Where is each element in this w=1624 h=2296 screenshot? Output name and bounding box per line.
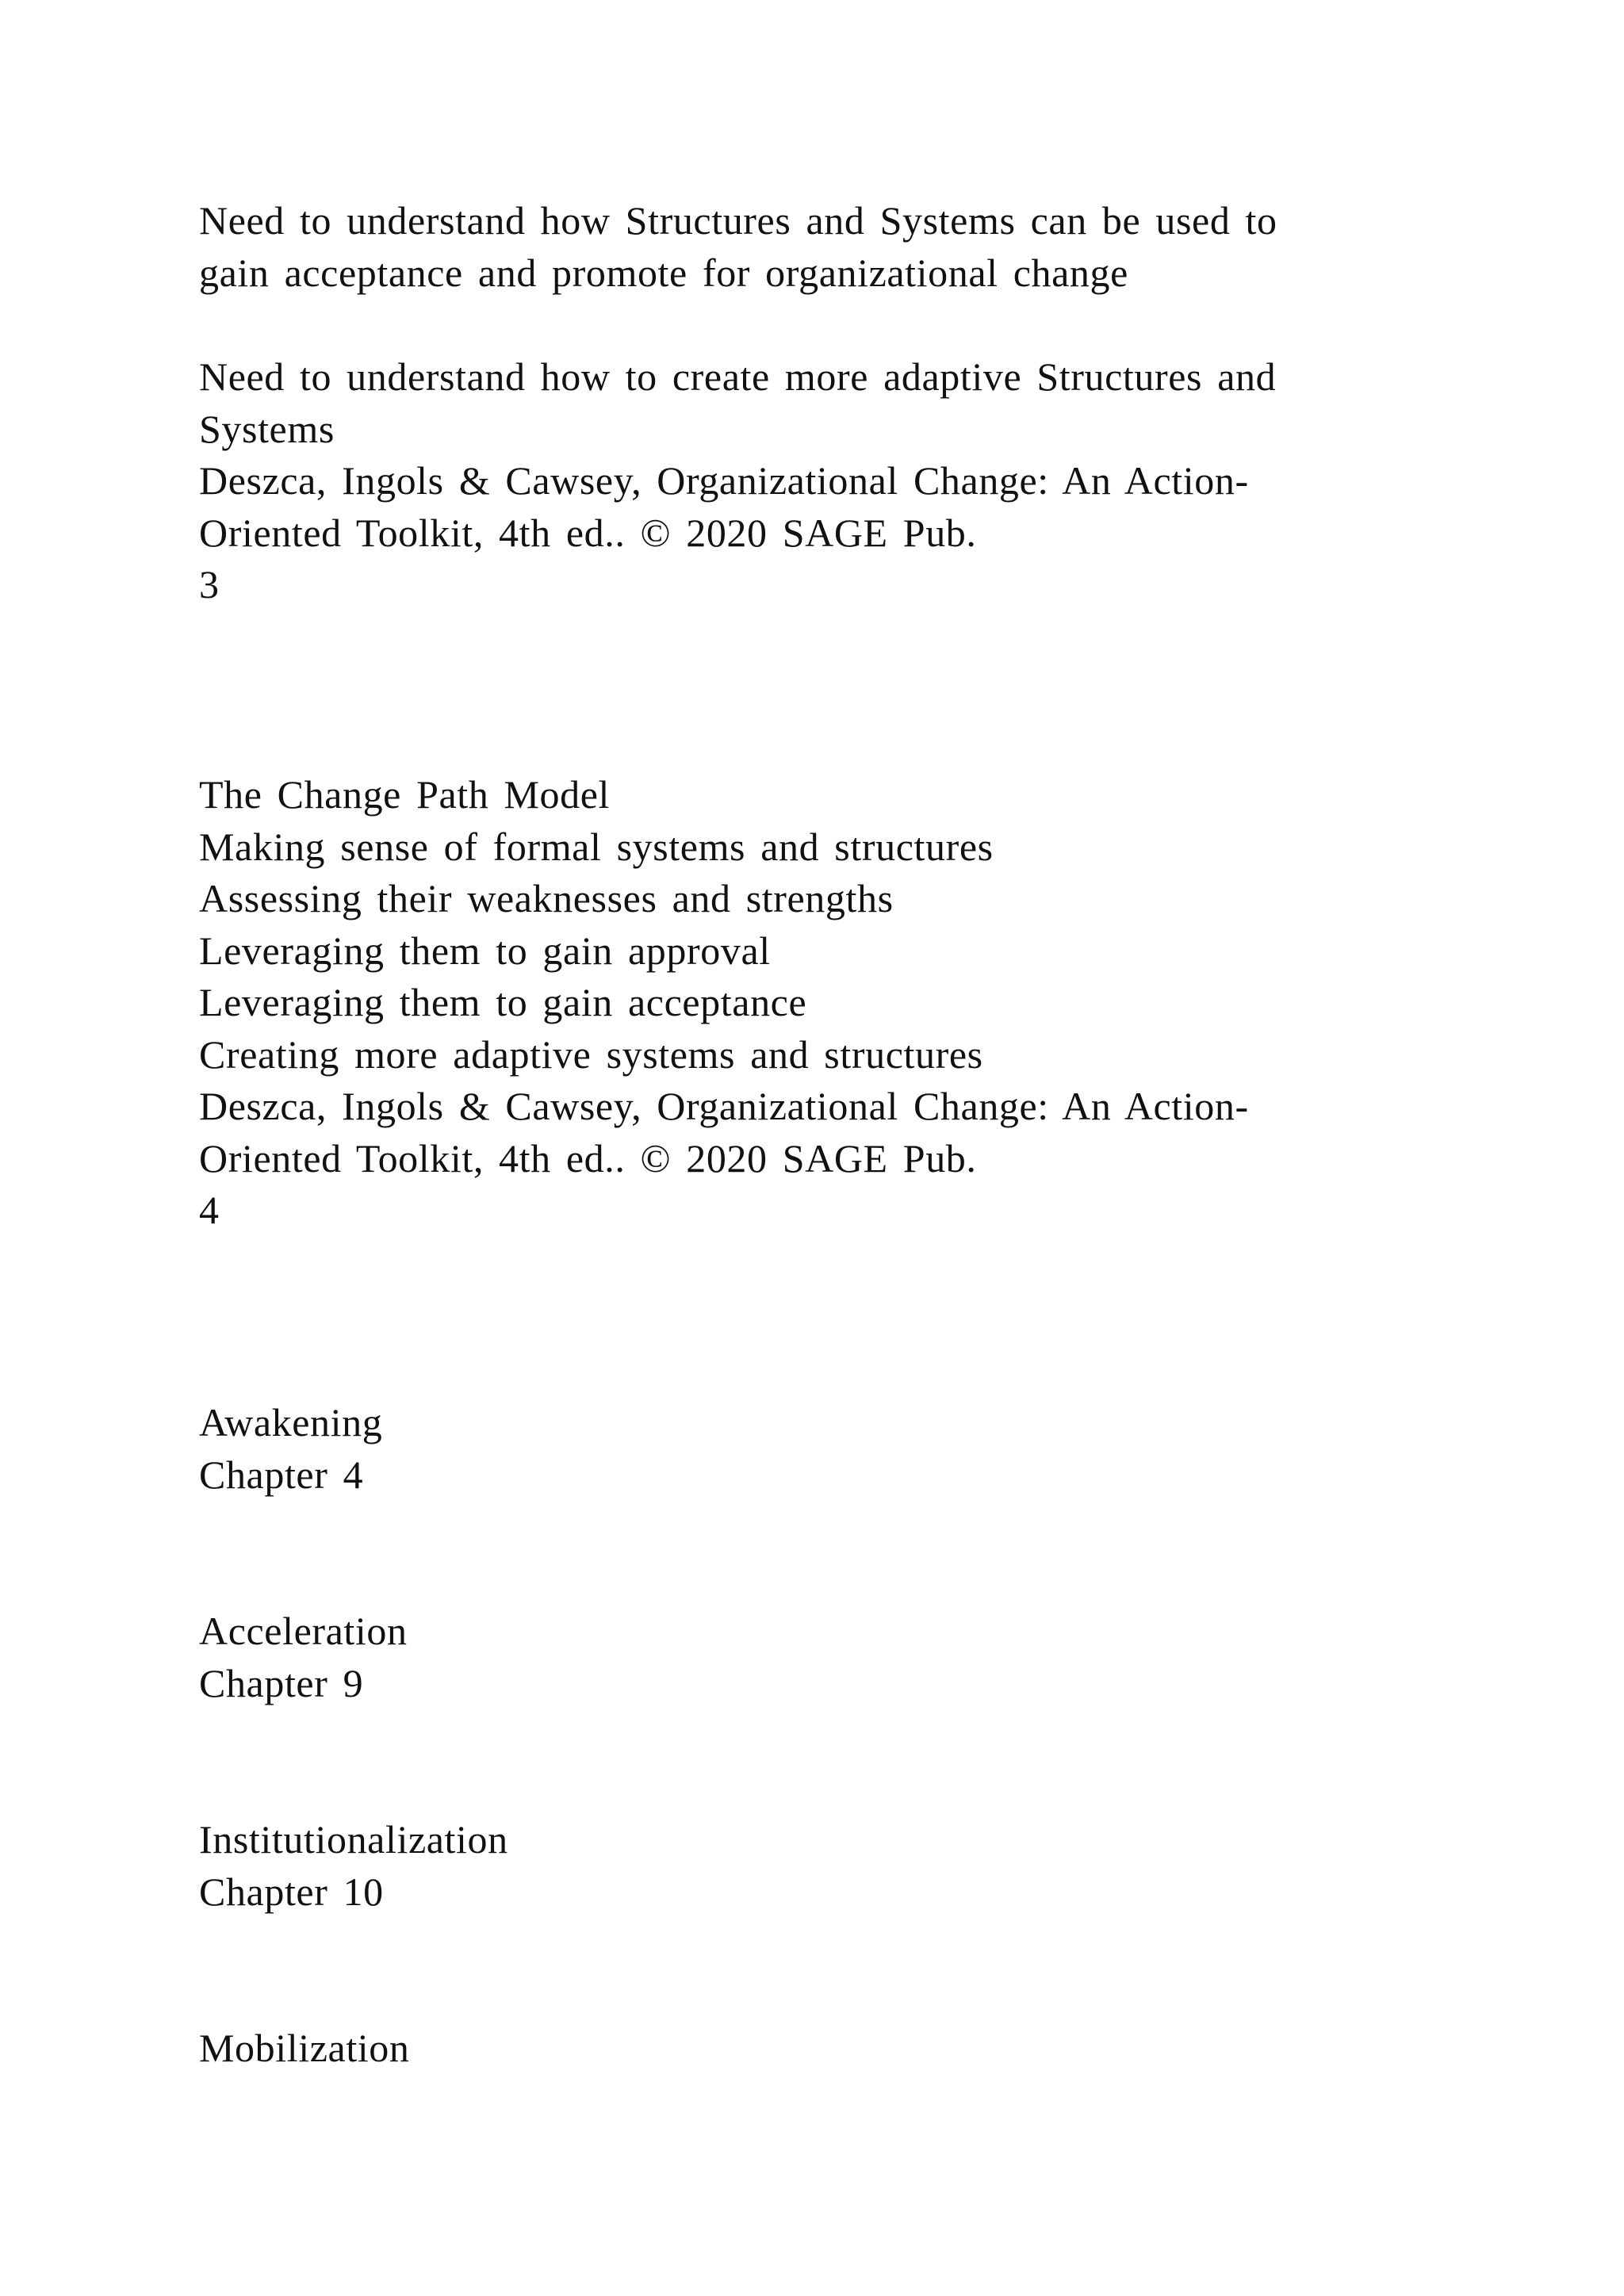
citation-line: Oriented Toolkit, 4th ed.. © 2020 SAGE Pub. [199,510,977,555]
citation-line: Deszca, Ingols & Cawsey, Organizational Change: An Action- [199,458,1249,503]
chapter-label: Chapter 10 [199,1869,384,1914]
citation-line: Oriented Toolkit, 4th ed.. © 2020 SAGE Pub. [199,1135,977,1181]
text-line: Systems [199,406,335,451]
stage-awakening [199,1397,1436,1501]
paragraph-adaptive-structures [199,351,1436,611]
stage-title: Mobilization [199,2026,410,2070]
list-item: Making sense of formal systems and structures [199,824,994,869]
stage-institutionalization [199,1814,1436,1918]
list-item: Assessing their weaknesses and strengths [199,876,894,920]
list-item: Creating more adaptive systems and structures [199,1031,983,1077]
text-line: Need to understand how to create more adaptive Structures and [199,354,1277,399]
slide-number: 4 [199,1188,220,1232]
paragraph-change-path-model [199,769,1436,1237]
stage-title: Acceleration [199,1609,408,1653]
chapter-label: Chapter 4 [199,1452,364,1497]
paragraph-structures-systems-acceptance [199,195,1436,299]
stage-acceleration [199,1605,1436,1709]
heading-line: The Change Path Model [199,772,611,817]
stage-title: Awakening [199,1400,383,1445]
stage-mobilization [199,2022,1436,2075]
text-line: Need to understand how Structures and Systems can be used to [199,198,1277,243]
chapter-label: Chapter 9 [199,1660,364,1705]
list-item: Leveraging them to gain approval [199,928,771,973]
citation-line: Deszca, Ingols & Cawsey, Organizational Change: An Action- [199,1084,1249,1128]
slide-number: 3 [199,562,220,607]
stage-title: Institutionalization [199,1817,508,1862]
text-line: gain acceptance and promote for organizational change [199,250,1128,295]
list-item: Leveraging them to gain acceptance [199,980,807,1024]
